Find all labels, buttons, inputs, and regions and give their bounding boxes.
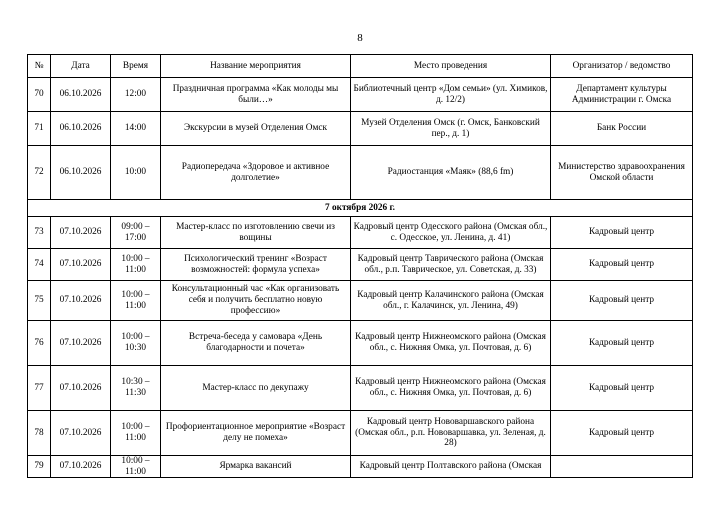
cell-organizer: Кадровый центр [551, 281, 693, 321]
cell-organizer: Кадровый центр [551, 366, 693, 411]
cell-event-name: Профориентационное мероприятие «Возраст делу не помеха» [161, 411, 351, 456]
cell-number: 73 [28, 217, 51, 249]
header-number: № [28, 55, 51, 78]
cell-date: 07.10.2026 [51, 281, 111, 321]
cell-time: 10:00 [111, 146, 161, 200]
cell-event-name: Мастер-класс по декупажу [161, 366, 351, 411]
table-row [28, 146, 693, 200]
cell-venue: Кадровый центр Нижнеомского района (Омская обл., с. Нижняя Омка, ул. Почтовая, д. 6) [351, 321, 551, 366]
table-row [28, 249, 693, 281]
table-row [28, 456, 693, 478]
table-row [28, 78, 693, 112]
cell-time: 10:00 – 11:00 [111, 456, 161, 478]
cell-number: 78 [28, 411, 51, 456]
cell-organizer: Кадровый центр [551, 249, 693, 281]
cell-event-name: Ярмарка вакансий [161, 456, 351, 478]
cell-organizer: Кадровый центр [551, 411, 693, 456]
cell-venue: Библиотечный центр «Дом семьи» (ул. Химиков, д. 12/2) [351, 78, 551, 112]
rows-after-section [28, 217, 693, 456]
section-block [28, 200, 693, 217]
cell-organizer: Банк России [551, 112, 693, 146]
cell-venue: Музей Отделения Омск (г. Омск, Банковский пер., д. 1) [351, 112, 551, 146]
cell-date: 07.10.2026 [51, 366, 111, 411]
cell-time: 14:00 [111, 112, 161, 146]
cell-organizer: Министерство здравоохранения Омской области [551, 146, 693, 200]
cell-organizer: Департамент культуры Администрации г. Омска [551, 78, 693, 112]
table-row [28, 366, 693, 411]
cell-date: 06.10.2026 [51, 78, 111, 112]
header-event-name: Название мероприятия [161, 55, 351, 78]
cell-time: 10:00 – 11:00 [111, 411, 161, 456]
cell-number: 72 [28, 146, 51, 200]
cell-event-name: Радиопередача «Здоровое и активное долголетие» [161, 146, 351, 200]
section-title: 7 октября 2026 г. [28, 200, 693, 217]
header-time: Время [111, 55, 161, 78]
cell-time: 10:00 – 10:30 [111, 321, 161, 366]
cell-date: 06.10.2026 [51, 112, 111, 146]
cell-event-name: Психологический тренинг «Возраст возможностей: формула успеха» [161, 249, 351, 281]
cell-number: 74 [28, 249, 51, 281]
table-row [28, 411, 693, 456]
cell-time: 10:00 – 11:00 [111, 281, 161, 321]
rows-before-section [28, 78, 693, 200]
cell-venue: Кадровый центр Полтавского района (Омская [351, 456, 551, 478]
cell-date: 07.10.2026 [51, 217, 111, 249]
events-table [27, 54, 693, 478]
header-venue: Место проведения [351, 55, 551, 78]
cell-time: 09:00 – 17:00 [111, 217, 161, 249]
date-section-row [28, 200, 693, 217]
cell-event-name: Экскурсии в музей Отделения Омск [161, 112, 351, 146]
cell-venue: Радиостанция «Маяк» (88,6 fm) [351, 146, 551, 200]
cell-venue: Кадровый центр Одесского района (Омская обл., с. Одесское, ул. Ленина, д. 41) [351, 217, 551, 249]
cell-number: 75 [28, 281, 51, 321]
page-number: 8 [357, 32, 363, 44]
cell-number: 71 [28, 112, 51, 146]
cell-organizer [551, 456, 693, 478]
cell-event-name: Мастер-класс по изготовлению свечи из вощины [161, 217, 351, 249]
cell-event-name: Встреча-беседа у самовара «День благодарности и почета» [161, 321, 351, 366]
cell-time: 10:00 – 11:00 [111, 249, 161, 281]
cell-number: 77 [28, 366, 51, 411]
cell-event-name: Праздничная программа «Как молоды мы были…» [161, 78, 351, 112]
cell-number: 70 [28, 78, 51, 112]
cell-venue: Кадровый центр Нижнеомского района (Омская обл., с. Нижняя Омка, ул. Почтовая, д. 6) [351, 366, 551, 411]
cell-number: 79 [28, 456, 51, 478]
cell-organizer: Кадровый центр [551, 217, 693, 249]
last-row-block [28, 456, 693, 478]
table-row [28, 112, 693, 146]
cell-venue: Кадровый центр Нововаршавского района (Омская обл., р.п. Нововаршавка, ул. Зеленая, д. 28) [351, 411, 551, 456]
cell-date: 07.10.2026 [51, 321, 111, 366]
header-organizer: Организатор / ведомство [551, 55, 693, 78]
cell-organizer: Кадровый центр [551, 321, 693, 366]
cell-venue: Кадровый центр Калачинского района (Омская обл., г. Калачинск, ул. Ленина, 49) [351, 281, 551, 321]
table-row [28, 217, 693, 249]
header-date: Дата [51, 55, 111, 78]
cell-date: 07.10.2026 [51, 249, 111, 281]
table-row [28, 321, 693, 366]
cell-event-name: Консультационный час «Как организовать себя и получить бесплатно новую профессию» [161, 281, 351, 321]
table-header-row [28, 55, 693, 78]
cell-number: 76 [28, 321, 51, 366]
cell-time: 10:30 – 11:30 [111, 366, 161, 411]
cell-date: 07.10.2026 [51, 411, 111, 456]
cell-time: 12:00 [111, 78, 161, 112]
cell-date: 07.10.2026 [51, 456, 111, 478]
table-row [28, 281, 693, 321]
cell-venue: Кадровый центр Таврического района (Омская обл., р.п. Таврическое, ул. Советская, д. 33) [351, 249, 551, 281]
cell-date: 06.10.2026 [51, 146, 111, 200]
